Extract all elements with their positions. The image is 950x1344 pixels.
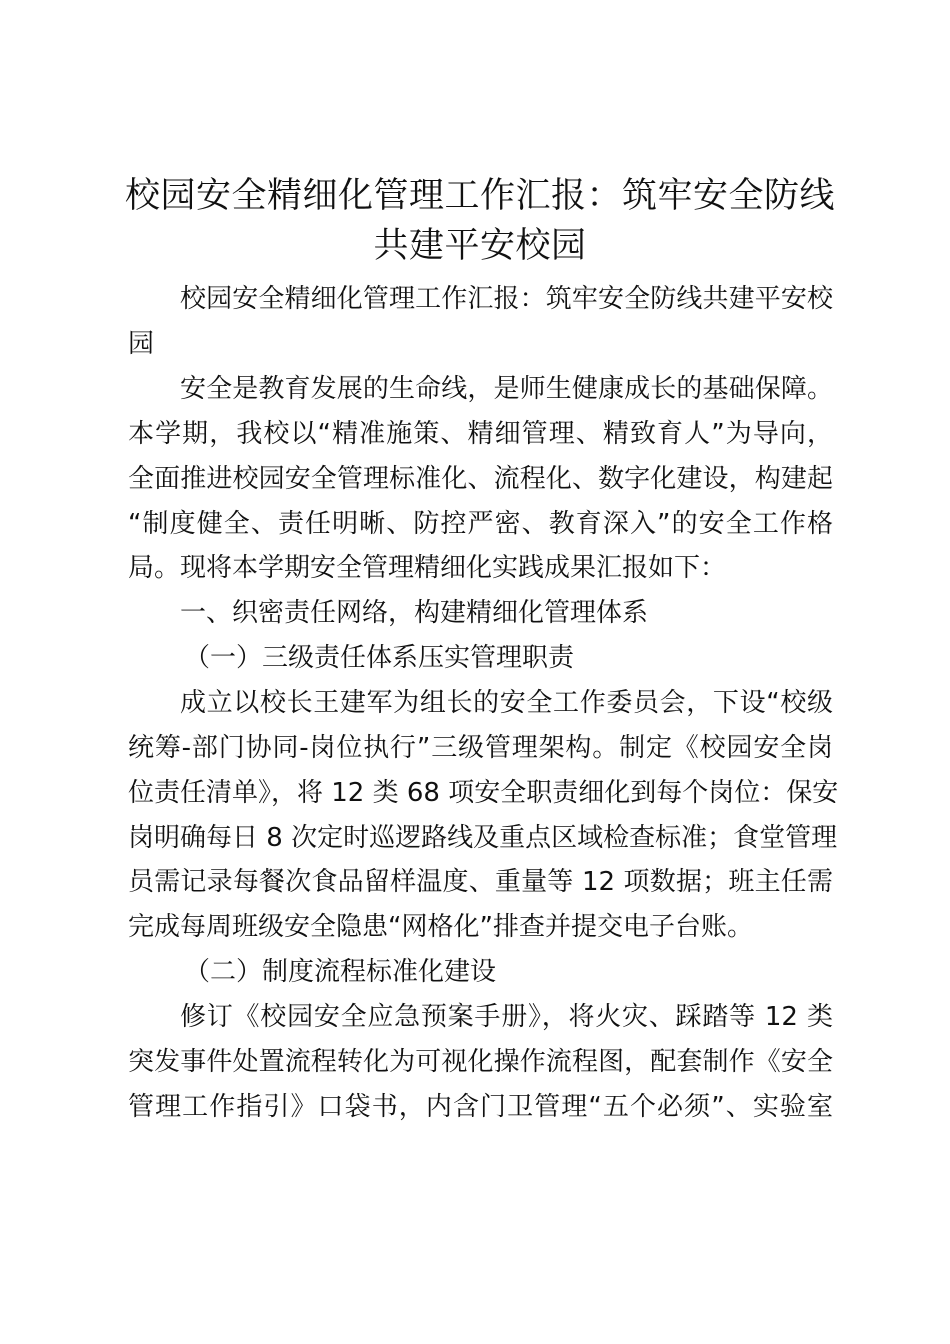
intro-line-1: 安全是教育发展的生命线，是师生健康成长的基础保障。 xyxy=(180,374,833,404)
subsection-2-heading: （二）制度流程标准化建设 xyxy=(184,957,497,987)
intro-line-4: “制度健全、责任明晰、防控严密、教育深入”的安全工作格 xyxy=(128,509,833,539)
subsection-2-line-3: 管理工作指引》口袋书，内含门卫管理“五个必须”、实验室 xyxy=(128,1092,833,1122)
subsection-2-line-1: 修订《校园安全应急预案手册》，将火灾、踩踏等 12 类 xyxy=(180,1002,833,1032)
intro-line-5: 局。现将本学期安全管理精细化实践成果汇报如下： xyxy=(128,553,727,583)
intro-line-2: 本学期，我校以“精准施策、精细管理、精致育人”为导向， xyxy=(128,419,833,449)
subsection-1-line-3: 位责任清单》，将 12 类 68 项安全职责细化到每个岗位：保安 xyxy=(128,778,839,808)
subsection-2-line-2: 突发事件处置流程转化为可视化操作流程图，配套制作《安全 xyxy=(128,1047,833,1077)
document-title-line-1: 校园安全精细化管理工作汇报：筑牢安全防线 xyxy=(124,176,835,216)
document-title-line-2: 共建平安校园 xyxy=(373,226,587,266)
subsection-1-heading: （一）三级责任体系压实管理职责 xyxy=(184,643,575,673)
repeat-title-line-2: 园 xyxy=(128,329,155,359)
subsection-1-line-4: 岗明确每日 8 次定时巡逻路线及重点区域检查标准；食堂管理 xyxy=(128,823,838,853)
subsection-1-line-5: 员需记录每餐次食品留样温度、重量等 12 项数据；班主任需 xyxy=(128,867,833,897)
section-1-heading: 一、织密责任网络，构建精细化管理体系 xyxy=(180,598,649,628)
repeat-title-line-1: 校园安全精细化管理工作汇报：筑牢安全防线共建平安校 xyxy=(180,284,833,314)
subsection-1-line-1: 成立以校长王建军为组长的安全工作委员会，下设“校级 xyxy=(180,688,833,718)
subsection-1-line-6: 完成每周班级安全隐患“网格化”排查并提交电子台账。 xyxy=(128,912,753,942)
subsection-1-line-2: 统筹-部门协同-岗位执行”三级管理架构。制定《校园安全岗 xyxy=(128,733,833,763)
intro-line-3: 全面推进校园安全管理标准化、流程化、数字化建设，构建起 xyxy=(128,464,833,494)
